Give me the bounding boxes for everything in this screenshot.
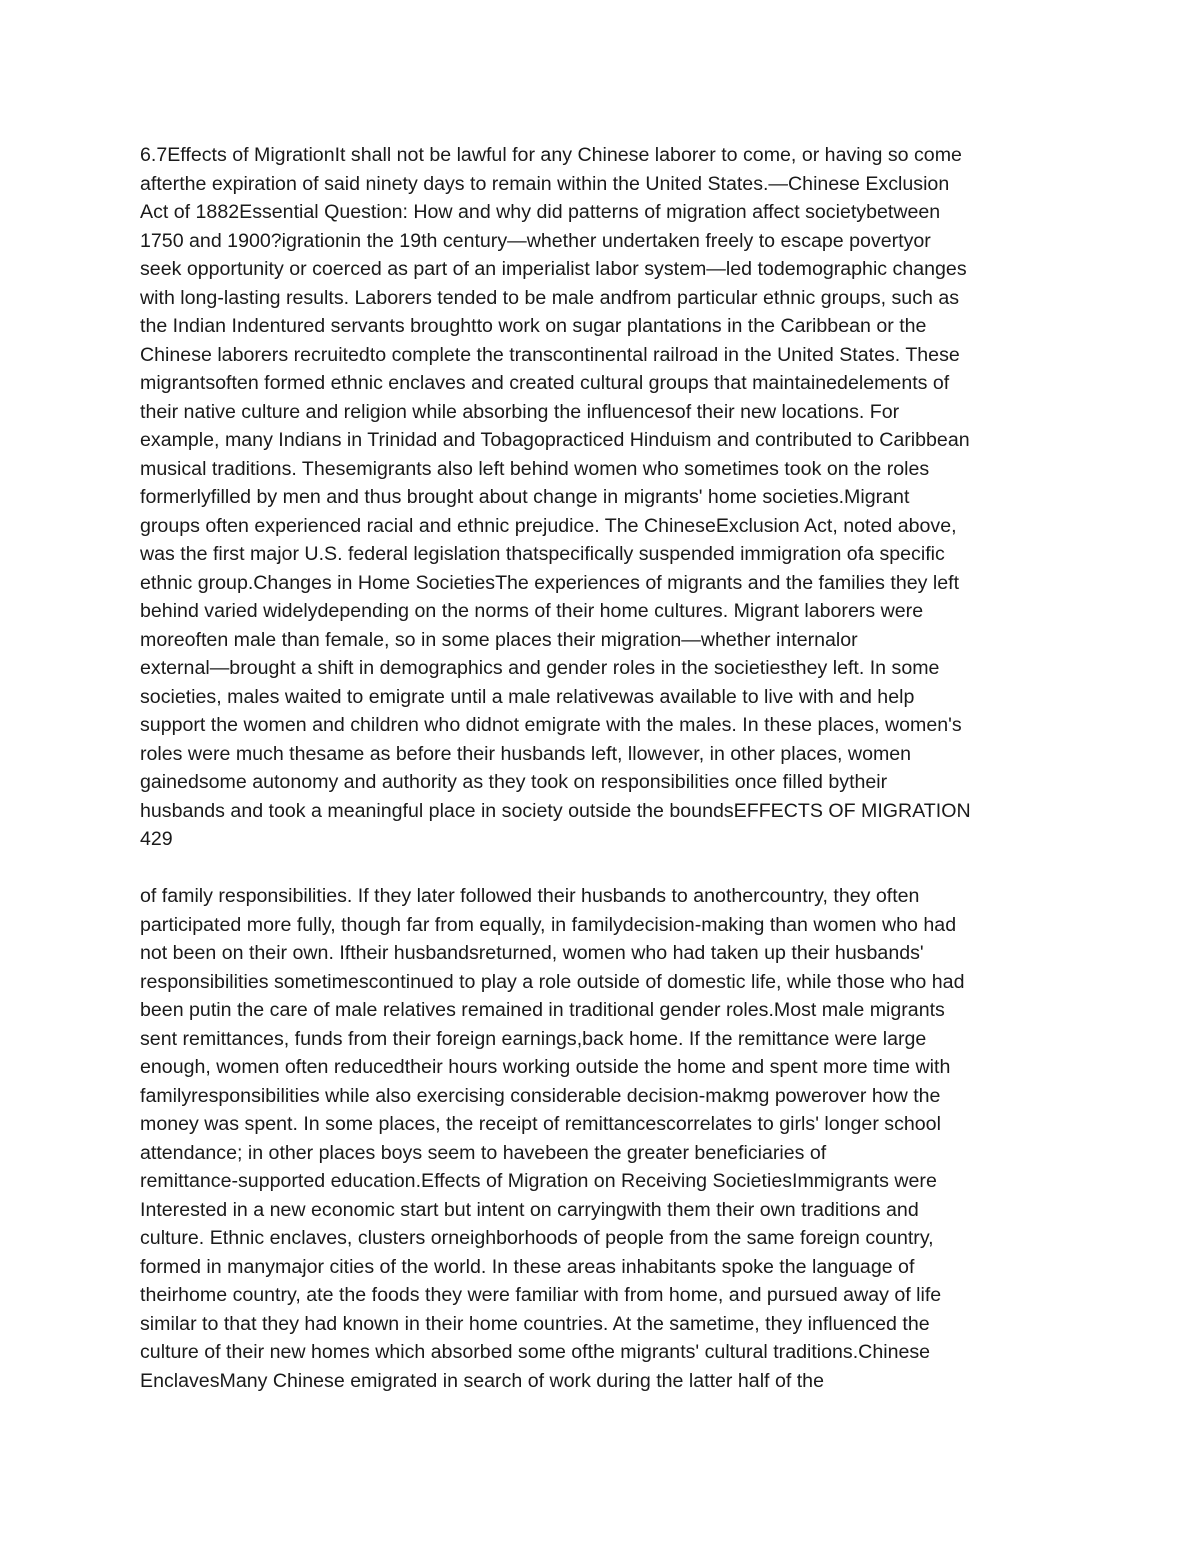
text-line: afterthe expiration of said ninety days to remain within the United States.—Chinese Exclusion: [140, 172, 950, 195]
text-line: Act of 1882Essential Question: How and why did patterns of migration affect societybetween: [140, 201, 941, 223]
text-line: with long-lasting results. Laborers tended to be male andfrom particular ethnic groups, such as: [140, 286, 960, 309]
page-number: 429: [140, 828, 173, 850]
text-line: seek opportunity or coerced as part of an imperialist labor system—led todemographic changes: [140, 258, 967, 280]
text-line: formerlyfilled by men and thus brought about change in migrants' home societies.Migrant: [140, 486, 910, 508]
text-line: was the first major U.S. federal legislation thatspecifically suspended immigration ofa specific: [140, 543, 945, 565]
text-line: culture of their new homes which absorbed some ofthe migrants' cultural traditions.Chinese: [140, 1341, 931, 1363]
text-line: example, many Indians in Trinidad and Tobagopracticed Hinduism and contributed to Caribbean: [140, 429, 970, 451]
text-line: formed in manymajor cities of the world. In these areas inhabitants spoke the language of: [140, 1255, 915, 1278]
text-line: moreoften male than female, so in some places their migration—whether internalor: [140, 628, 858, 651]
text-line: attendance; in other places boys seem to havebeen the greater beneficiaries of: [140, 1141, 827, 1164]
text-line: of family responsibilities. If they later followed their husbands to anothercountry, they often: [140, 885, 920, 907]
text-line: societies, males waited to emigrate until a male relativewas available to live with and help: [140, 685, 915, 708]
document-page: [140, 141, 1070, 1395]
text-line: not been on their own. Iftheir husbandsreturned, women who had taken up their husbands': [140, 942, 924, 964]
text-line: theirhome country, ate the foods they were familiar with from home, and pursued away of life: [140, 1284, 942, 1306]
text-line: husbands and took a meaningful place in society outside the boundsEFFECTS OF MIGRATION: [140, 799, 971, 822]
text-line: roles were much thesame as before their husbands left, llowever, in other places, women: [140, 742, 912, 765]
text-line: money was spent. In some places, the receipt of remittancescorrelates to girls' longer school: [140, 1113, 941, 1135]
text-block-2: [140, 882, 1070, 1395]
text-line: 1750 and 1900?igrationin the 19th century—whether undertaken freely to escape povertyor: [140, 229, 931, 252]
text-line: remittance-supported education.Effects of Migration on Receiving SocietiesImmigrants were: [140, 1170, 937, 1192]
text-line: Interested in a new economic start but intent on carryingwith them their own traditions and: [140, 1198, 919, 1221]
text-line: ethnic group.Changes in Home SocietiesThe experiences of migrants and the families they left: [140, 571, 960, 594]
text-line: external—brought a shift in demographics and gender roles in the societiesthey left. In some: [140, 657, 940, 679]
text-line: groups often experienced racial and ethnic prejudice. The ChineseExclusion Act, noted above,: [140, 514, 957, 537]
text-line: their native culture and religion while absorbing the influencesof their new locations. For: [140, 400, 900, 423]
text-line: familyresponsibilities while also exercising considerable decision-makmg powerover how the: [140, 1084, 941, 1107]
paragraph-gap: [140, 854, 1070, 883]
text-line: sent remittances, funds from their foreign earnings,back home. If the remittance were large: [140, 1027, 927, 1050]
text-line: enough, women often reducedtheir hours working outside the home and spent more time with: [140, 1056, 951, 1078]
text-line: the Indian Indentured servants broughtto work on sugar plantations in the Caribbean or the: [140, 315, 927, 337]
text-line: gainedsome autonomy and authority as they took on responsibilities once filled bytheir: [140, 771, 888, 793]
text-line: culture. Ethnic enclaves, clusters orneighborhoods of people from the same foreign country,: [140, 1227, 934, 1249]
text-line: 6.7Effects of MigrationIt shall not be lawful for any Chinese laborer to come, or having so come: [140, 144, 962, 166]
text-line: support the women and children who didnot emigrate with the males. In these places, women's: [140, 714, 962, 736]
text-line: been putin the care of male relatives remained in traditional gender roles.Most male migrants: [140, 999, 945, 1021]
text-block-1: [140, 141, 1070, 854]
text-line: responsibilities sometimescontinued to play a role outside of domestic life, while those who had: [140, 970, 965, 993]
text-line: behind varied widelydepending on the norms of their home cultures. Migrant laborers were: [140, 600, 924, 622]
text-line: EnclavesMany Chinese emigrated in search of work during the latter half of the: [140, 1369, 824, 1392]
text-line: similar to that they had known in their home countries. At the sametime, they influenced the: [140, 1312, 930, 1335]
text-line: Chinese laborers recruitedto complete the transcontinental railroad in the United States. These: [140, 343, 960, 366]
text-line: participated more fully, though far from equally, in familydecision-making than women who had: [140, 913, 957, 936]
text-line: musical traditions. Thesemigrants also left behind women who sometimes took on the roles: [140, 457, 930, 480]
text-line: migrantsoften formed ethnic enclaves and created cultural groups that maintainedelements of: [140, 372, 950, 394]
